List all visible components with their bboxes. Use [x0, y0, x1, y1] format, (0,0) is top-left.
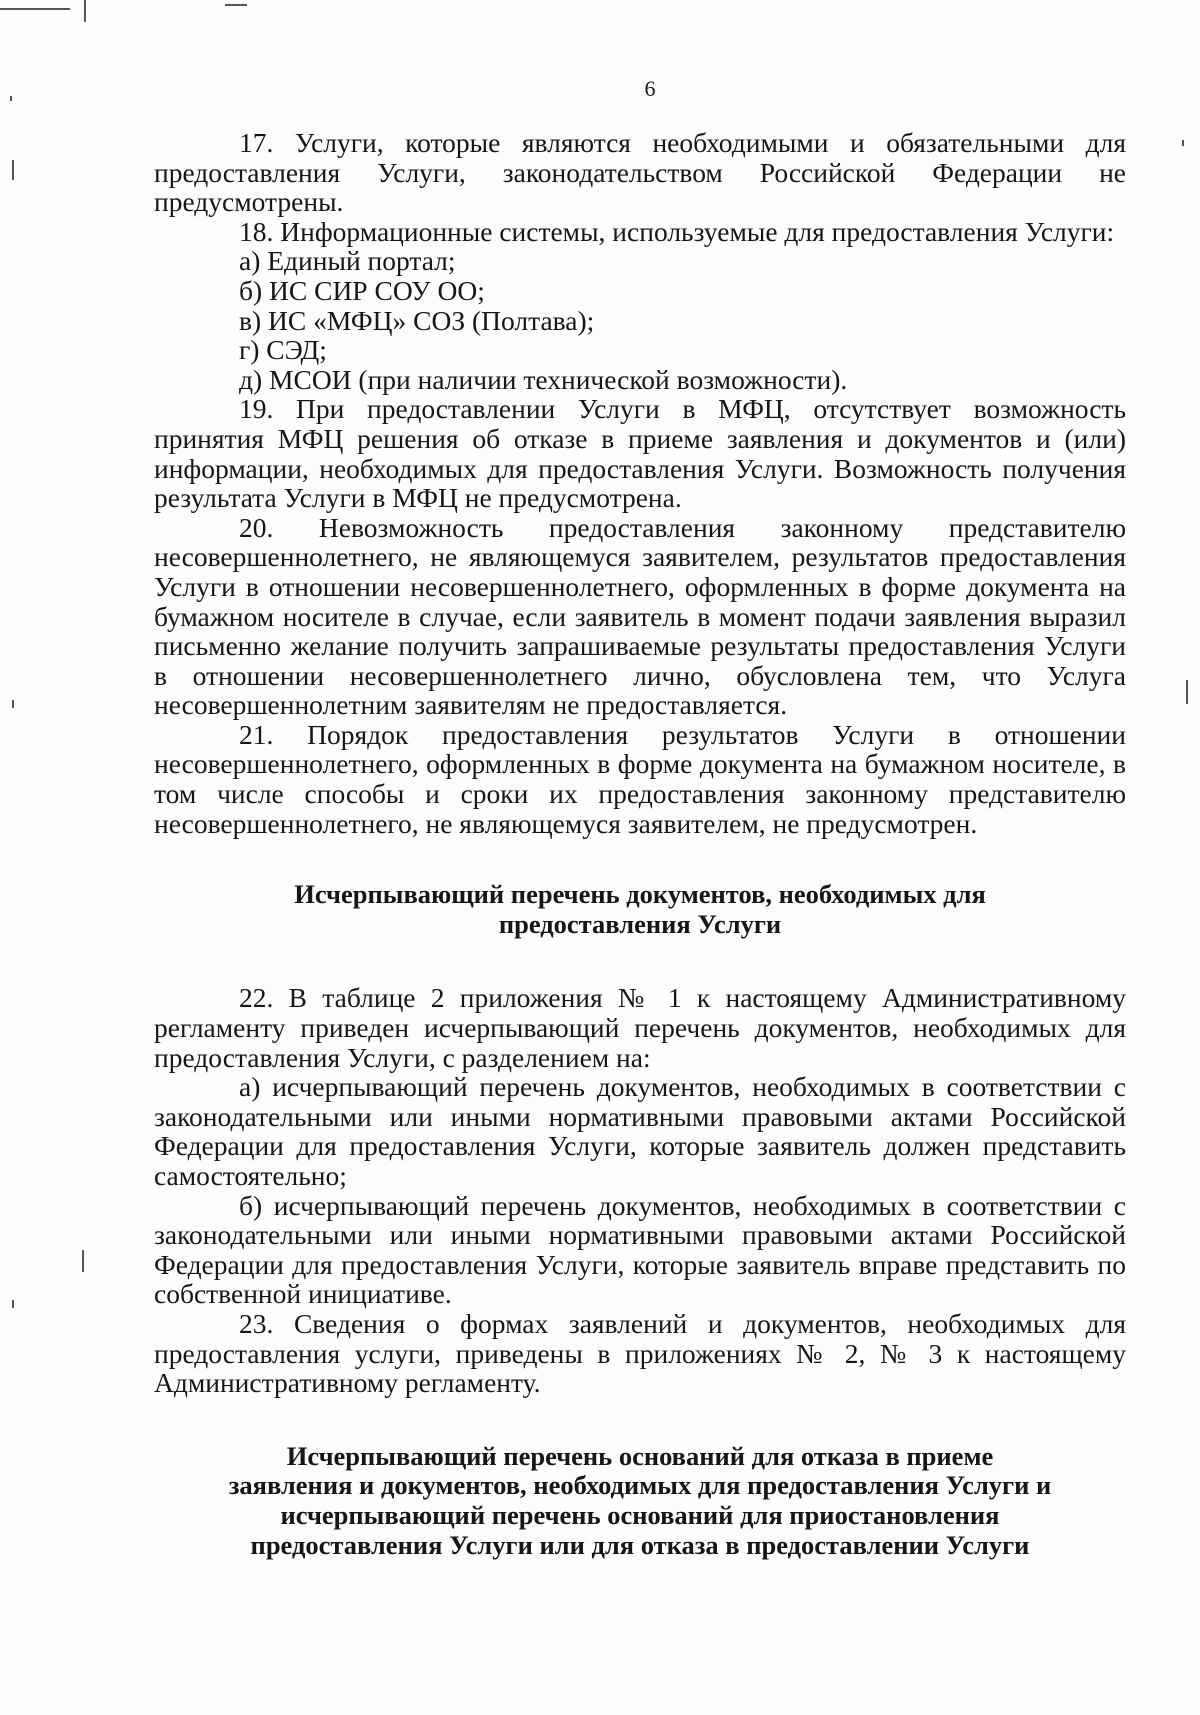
list-item: г) СЭД; [239, 334, 327, 366]
paragraph-18: 18. Информационные системы, используемые для предоставления Услуги: [239, 215, 1115, 247]
paragraph-21: 21. Порядок предоставления результатов Услуги в отношении несовершеннолетнего, оформленных в форме документа на бумажном носителе, в том числе способы и сроки их предоставления законному представителю несовершеннолетнего, не являющемуся заявителем, не предусмотрен. [154, 718, 1126, 839]
heading-line: Исчерпывающий перечень документов, необходимых для [294, 879, 986, 910]
scan-edge-mark [1186, 680, 1188, 704]
scan-edge-mark [12, 160, 14, 180]
paragraph-22a: а) исчерпывающий перечень документов, необходимых в соответствии с законодательными или иными нормативными правовыми актами Российской Федерации для предоставления Услуги, которые заявитель должен представить самостоятельно; [154, 1071, 1126, 1191]
list-item: а) Единый портал; [239, 245, 456, 277]
scan-edge-mark [84, 0, 86, 22]
list-item: д) МСОИ (при наличии технической возможности). [239, 363, 848, 395]
scan-edge-mark [12, 700, 14, 708]
paragraph-22: 22. В таблице 2 приложения № 1 к настоящему Административному регламенту приведен исчерпывающий перечень документов, необходимых для предоставления Услуги, с разделением на: [154, 982, 1126, 1073]
information-systems-list [154, 246, 1126, 394]
document-body [154, 128, 1126, 1560]
paragraph-19: 19. При предоставлении Услуги в МФЦ, отсутствует возможность принятия МФЦ решения об отказе в приеме заявления и документов и (или) информации, необходимых для предоставления Услуги. Возможность получения результата Услуги в МФЦ не предусмотрена. [154, 393, 1126, 514]
paragraph-23: 23. Сведения о формах заявлений и документов, необходимых для предоставления услуги, приведены в приложениях № 2, № 3 к настоящему Административному регламенту. [154, 1307, 1126, 1399]
scan-edge-mark [12, 1300, 14, 1308]
paragraph-17: 17. Услуги, которые являются необходимыми и обязательными для предоставления Услуги, законодательством Российской Федерации не предусмотрены. [154, 127, 1126, 218]
list-item: б) ИС СИР СОУ ОО; [239, 274, 485, 306]
page-number: 6 [644, 76, 656, 101]
paragraph-20: 20. Невозможность предоставления законному представителю несовершеннолетнего, не являющемуся заявителем, результатов предоставления Услуги в отношении несовершеннолетнего, оформленных в форме документа на бумажном носителе в случае, если заявитель в момент подачи заявления выразил письменно желание получить запрашиваемые результаты предоставления Услуги в отношении несовершеннолетнего лично, обусловлена тем, что Услуга несовершеннолетним заявителям не предоставляется. [154, 511, 1126, 721]
scan-edge-mark [82, 1250, 84, 1272]
paragraph-22b: б) исчерпывающий перечень документов, необходимых в соответствии с законодательными или иными нормативными правовыми актами Российской Федерации для предоставления Услуги, которые заявитель вправе представить по собственной инициативе. [154, 1189, 1126, 1310]
heading-line: заявления и документов, необходимых для предоставления Услуги и [228, 1470, 1052, 1501]
section-heading-refusal-grounds [154, 1442, 1126, 1560]
scan-edge-mark [1182, 140, 1184, 146]
scan-edge-mark [225, 4, 247, 6]
heading-line: предоставления Услуги или для отказа в предоставлении Услуги [250, 1529, 1030, 1560]
heading-line: исчерпывающий перечень оснований для приостановления [280, 1499, 1000, 1530]
heading-line: Исчерпывающий перечень оснований для отказа в приеме [286, 1440, 994, 1471]
section-heading-documents [154, 880, 1126, 939]
scan-edge-mark [0, 8, 70, 10]
heading-line: предоставления Услуги [498, 908, 782, 939]
list-item: в) ИС «МФЦ» СОЗ (Полтава); [239, 304, 595, 336]
